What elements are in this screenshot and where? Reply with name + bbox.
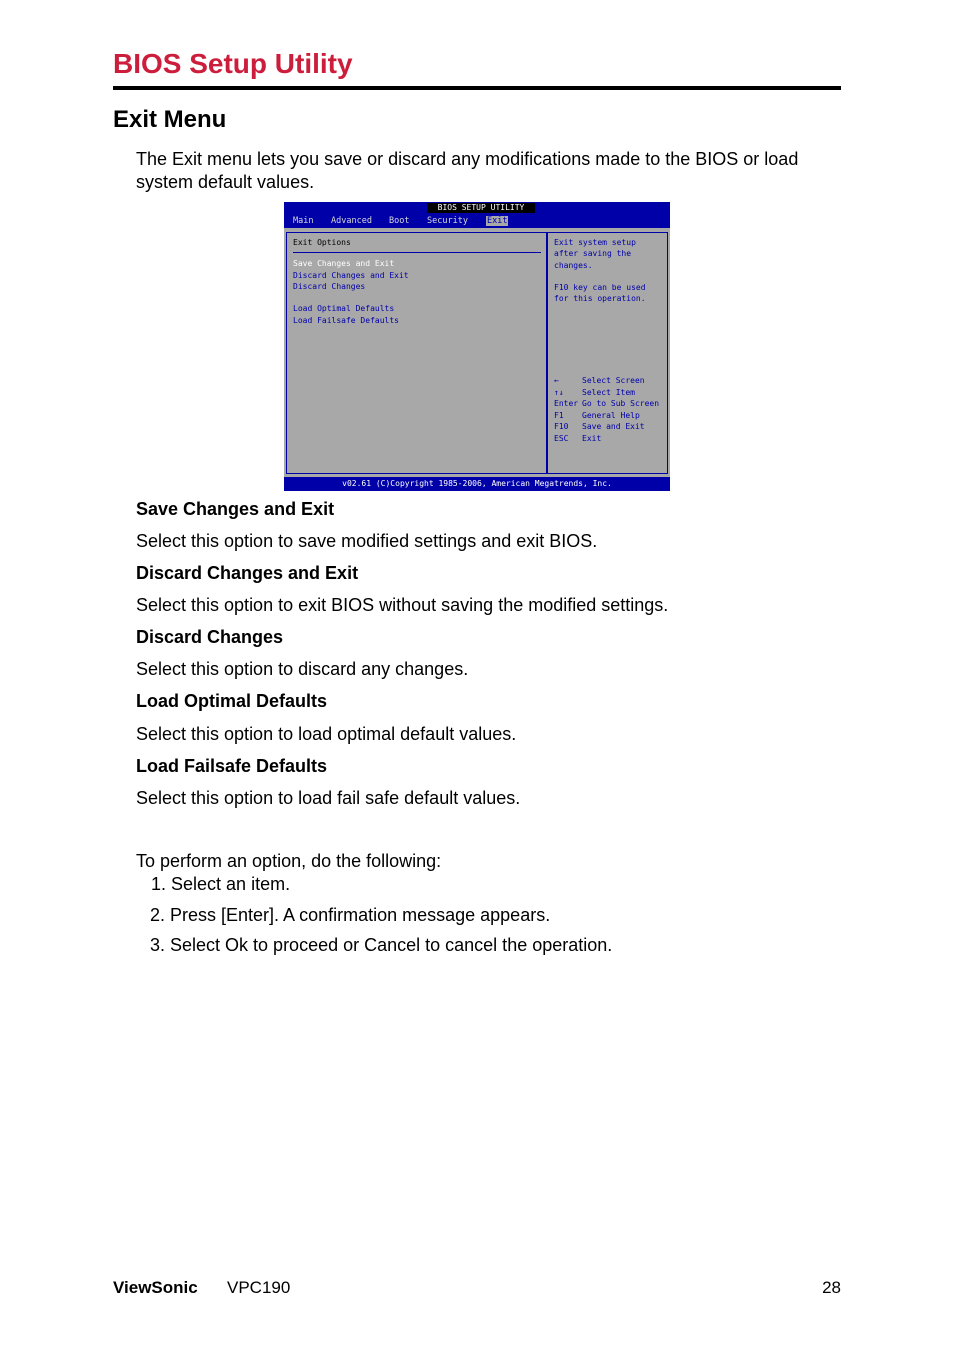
section-title: Exit Menu [113,106,227,133]
bios-key-row [554,375,666,387]
bios-key-action: Exit [582,433,602,443]
bios-help-line: for this operation. [554,294,646,304]
bios-help-line: Exit system setup [554,238,636,247]
bios-panel-rule [293,252,541,253]
bios-key: ↑↓ [554,387,564,397]
bios-key-action: Save and Exit [582,422,645,431]
option-title: Load Failsafe Defaults [136,756,328,776]
option-title: Discard Changes [136,627,284,647]
bios-key-row [554,433,666,445]
option-description: Select this option to exit BIOS without saving the modified settings. [136,595,669,615]
procedure-intro: To perform an option, do the following: [136,851,442,871]
bios-panel-header: Exit Options [293,238,351,247]
bios-option-load-failsafe[interactable]: Load Failsafe Defaults [293,315,399,325]
footer-model: VPC190 [227,1278,291,1297]
option-description: Select this option to load optimal default values. [136,724,517,744]
bios-help-panel [554,237,666,305]
bios-help-line [554,271,666,282]
bios-help-line: changes. [554,260,593,270]
bios-key-row [554,398,666,410]
bios-key: F10 [554,422,569,431]
option-title: Load Optimal Defaults [136,691,328,711]
bios-option-load-optimal[interactable]: Load Optimal Defaults [293,304,395,314]
bios-title: BIOS SETUP UTILITY [427,203,535,213]
bios-key: ← [554,376,559,385]
bios-option-discard[interactable]: Discard Changes [293,281,366,291]
bios-key-row [554,387,666,399]
bios-key-row [554,410,666,422]
bios-key-action: General Help [582,410,640,420]
bios-tab-advanced[interactable]: Advanced [331,216,372,226]
bios-key: F1 [554,410,564,420]
title-rule [113,86,841,90]
bios-option-discard-exit[interactable]: Discard Changes and Exit [293,270,409,280]
page-title: BIOS Setup Utility [113,48,353,79]
bios-tab-exit[interactable]: Exit [487,216,508,226]
bios-key-row [554,421,666,433]
bios-option-save-exit[interactable]: Save Changes and Exit [293,259,395,269]
option-description: Select this option to load fail safe default values. [136,788,521,808]
bios-screenshot [284,202,670,491]
option-title: Discard Changes and Exit [136,563,359,583]
bios-key-action: Select Item [582,387,635,397]
bios-menubar [284,214,670,228]
bios-tab-boot[interactable]: Boot [389,216,410,226]
option-description: Select this option to save modified settings and exit BIOS. [136,531,598,551]
option-title: Save Changes and Exit [136,499,335,519]
bios-key: Enter [554,399,579,408]
footer-brand: ViewSonic [113,1278,198,1297]
bios-titlebar [284,202,670,214]
bios-divider [546,232,548,474]
bios-footer: v02.61 (C)Copyright 1985-2006, American Megatrends, Inc. [284,477,670,491]
bios-help-line: F10 key can be used [554,283,646,293]
bios-key-action: Go to Sub Screen [582,399,660,408]
bios-key-action: Select Screen [582,376,645,385]
bios-tab-main[interactable]: Main [293,216,314,226]
section-intro: The Exit menu lets you save or discard any modifications made to the BIOS or load system default values. [136,149,799,192]
procedure-step: 3. Select Ok to proceed or Cancel to cancel the operation. [150,935,613,955]
bios-key-legend [554,375,666,444]
procedure-step: 1. Select an item. [151,874,291,894]
page-number: 28 [822,1278,841,1297]
bios-help-line: after saving the [554,249,632,259]
procedure-step: 2. Press [Enter]. A confirmation message appears. [150,905,551,925]
bios-tab-security[interactable]: Security [427,216,468,226]
option-description: Select this option to discard any changes. [136,659,469,679]
bios-options-panel [293,237,541,326]
bios-key: ESC [554,433,569,443]
